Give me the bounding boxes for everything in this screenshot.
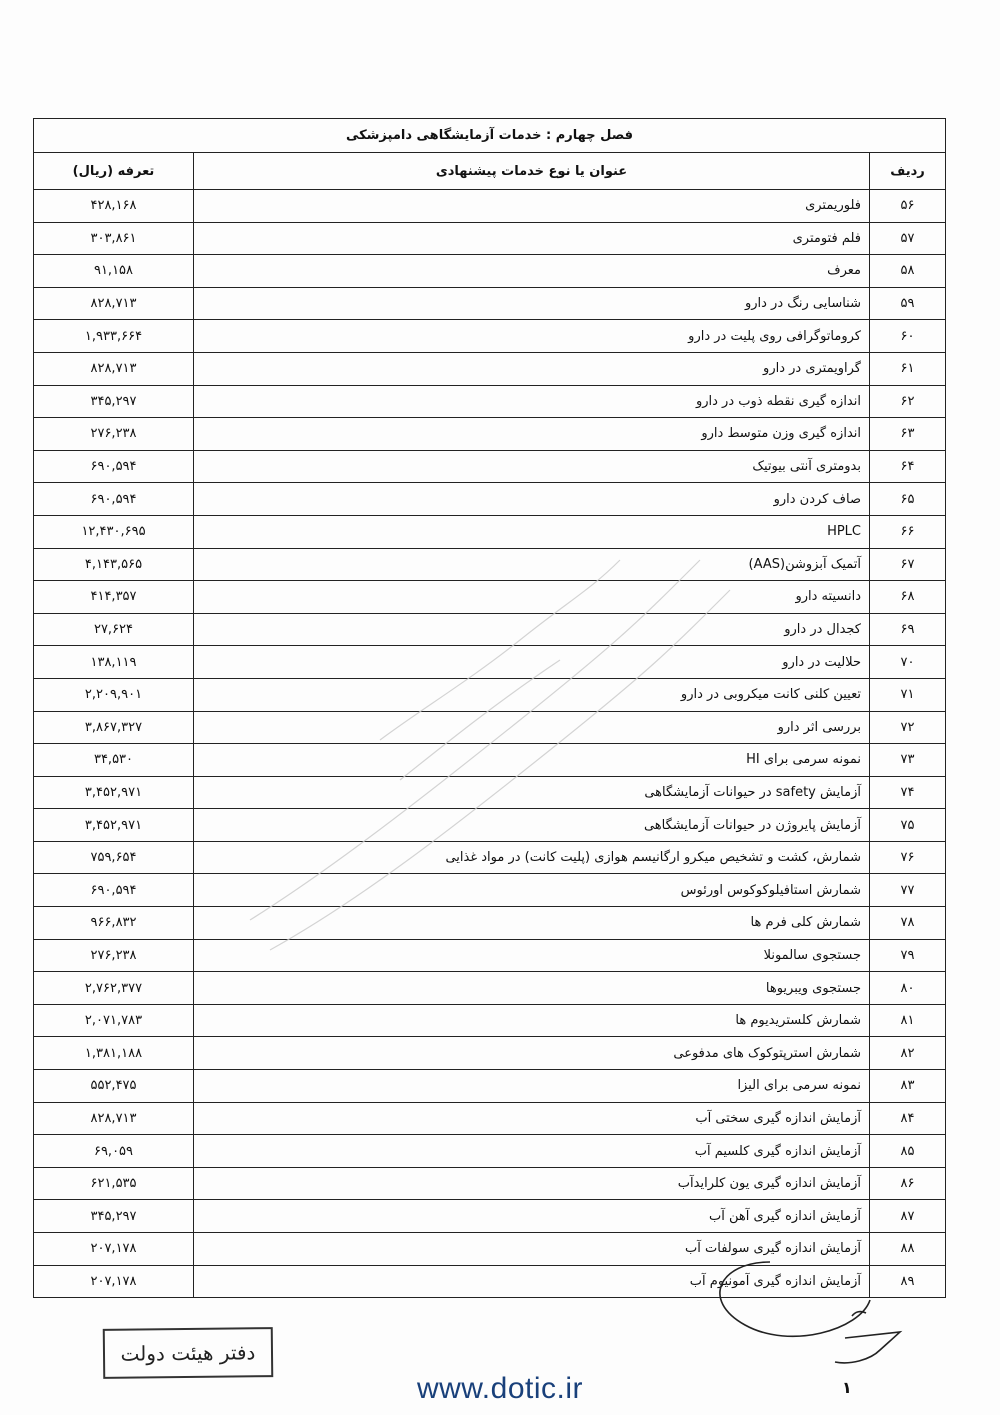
service-title: شمارش کلی فرم ها xyxy=(194,907,870,940)
row-number: ۸۸ xyxy=(870,1233,946,1266)
service-title: آزمایش اندازه گیری آمونیوم آب xyxy=(194,1265,870,1298)
service-title: آزمایش اندازه گیری سختی آب xyxy=(194,1102,870,1135)
table-row xyxy=(34,222,946,255)
service-fee: ۲,۰۷۱,۷۸۳ xyxy=(34,1004,194,1037)
table-row xyxy=(34,1200,946,1233)
row-number: ۷۲ xyxy=(870,711,946,744)
service-fee: ۱,۹۳۳,۶۶۴ xyxy=(34,320,194,353)
row-number: ۶۵ xyxy=(870,483,946,516)
service-fee: ۶۹۰,۵۹۴ xyxy=(34,874,194,907)
header-row-no: ردیف xyxy=(870,153,946,190)
service-fee: ۶۹۰,۵۹۴ xyxy=(34,450,194,483)
service-fee: ۴۲۸,۱۶۸ xyxy=(34,190,194,223)
row-number: ۵۸ xyxy=(870,255,946,288)
row-number: ۷۹ xyxy=(870,939,946,972)
table-row xyxy=(34,515,946,548)
row-number: ۶۱ xyxy=(870,352,946,385)
service-fee: ۳۴,۵۳۰ xyxy=(34,744,194,777)
table-row xyxy=(34,1167,946,1200)
row-number: ۷۰ xyxy=(870,646,946,679)
service-title: حلالیت در دارو xyxy=(194,646,870,679)
table-body xyxy=(34,190,946,1298)
service-title: فلم فتومتری xyxy=(194,222,870,255)
header-service: عنوان یا نوع خدمات پیشنهادی xyxy=(194,153,870,190)
service-title: شمارش استافیلوکوکوس اورئوس xyxy=(194,874,870,907)
service-fee: ۹۱,۱۵۸ xyxy=(34,255,194,288)
service-fee: ۲۷۶,۲۳۸ xyxy=(34,418,194,451)
row-number: ۸۱ xyxy=(870,1004,946,1037)
service-title: کجدال در دارو xyxy=(194,613,870,646)
service-fee: ۶۹,۰۵۹ xyxy=(34,1135,194,1168)
row-number: ۸۰ xyxy=(870,972,946,1005)
service-title: آزمایش اندازه گیری آهن آب xyxy=(194,1200,870,1233)
service-fee: ۲۷,۶۲۴ xyxy=(34,613,194,646)
service-fee: ۸۲۸,۷۱۳ xyxy=(34,287,194,320)
service-fee: ۶۹۰,۵۹۴ xyxy=(34,483,194,516)
table-row xyxy=(34,287,946,320)
service-title: شمارش کلستریدیوم ها xyxy=(194,1004,870,1037)
service-fee: ۲۰۷,۱۷۸ xyxy=(34,1233,194,1266)
table-row xyxy=(34,711,946,744)
service-title: HPLC xyxy=(194,515,870,548)
table-header-row xyxy=(34,153,946,190)
service-fee: ۳,۴۵۲,۹۷۱ xyxy=(34,776,194,809)
table-row xyxy=(34,1037,946,1070)
table-row xyxy=(34,352,946,385)
table-row xyxy=(34,613,946,646)
service-title: تعیین کلنی کانت میکروبی در دارو xyxy=(194,678,870,711)
table-row xyxy=(34,450,946,483)
service-title: بررسی اثر دارو xyxy=(194,711,870,744)
row-number: ۶۷ xyxy=(870,548,946,581)
table-row xyxy=(34,418,946,451)
table-row xyxy=(34,190,946,223)
footer-url-link[interactable]: www.dotic.ir xyxy=(416,1372,584,1405)
service-title: آزمایش اندازه گیری سولفات آب xyxy=(194,1233,870,1266)
row-number: ۷۶ xyxy=(870,841,946,874)
row-number: ۶۴ xyxy=(870,450,946,483)
row-number: ۵۷ xyxy=(870,222,946,255)
service-title: فلوریمتری xyxy=(194,190,870,223)
service-title: آزمایش safety در حیوانات آزمایشگاهی xyxy=(194,776,870,809)
table-row xyxy=(34,1070,946,1103)
service-fee: ۷۵۹,۶۵۴ xyxy=(34,841,194,874)
table-row xyxy=(34,907,946,940)
service-title: صاف کردن دارو xyxy=(194,483,870,516)
table-row xyxy=(34,581,946,614)
page-number: ۱ xyxy=(842,1378,852,1397)
service-title: جستجوی ویبریوها xyxy=(194,972,870,1005)
row-number: ۸۵ xyxy=(870,1135,946,1168)
service-title: معرف xyxy=(194,255,870,288)
service-fee: ۹۶۶,۸۳۲ xyxy=(34,907,194,940)
table-row xyxy=(34,776,946,809)
table-row xyxy=(34,548,946,581)
service-fee: ۴,۱۴۳,۵۶۵ xyxy=(34,548,194,581)
service-fee: ۳,۸۶۷,۳۲۷ xyxy=(34,711,194,744)
service-fee: ۶۲۱,۵۳۵ xyxy=(34,1167,194,1200)
service-title: آزمایش اندازه گیری کلسیم آب xyxy=(194,1135,870,1168)
table-row xyxy=(34,1004,946,1037)
service-title: آتمیک آبزوشن(AAS) xyxy=(194,548,870,581)
service-fee: ۲۰۷,۱۷۸ xyxy=(34,1265,194,1298)
row-number: ۸۷ xyxy=(870,1200,946,1233)
table-row xyxy=(34,320,946,353)
table-row xyxy=(34,385,946,418)
table-title: فصل چهارم : خدمات آزمایشگاهی دامپزشکی xyxy=(34,119,946,153)
table-row xyxy=(34,483,946,516)
row-number: ۷۷ xyxy=(870,874,946,907)
table-row xyxy=(34,646,946,679)
table-row xyxy=(34,874,946,907)
service-fee: ۲,۷۶۲,۳۷۷ xyxy=(34,972,194,1005)
tariff-table xyxy=(33,118,946,1298)
header-fee: تعرفه (ریال) xyxy=(34,153,194,190)
service-title: نمونه سرمی برای الیزا xyxy=(194,1070,870,1103)
row-number: ۶۰ xyxy=(870,320,946,353)
stamp-text: دفتر هیئت دولت xyxy=(120,1340,256,1366)
row-number: ۶۹ xyxy=(870,613,946,646)
service-fee: ۱,۳۸۱,۱۸۸ xyxy=(34,1037,194,1070)
service-fee: ۱۲,۴۳۰,۶۹۵ xyxy=(34,515,194,548)
service-title: آزمایش اندازه گیری یون کلرایدآب xyxy=(194,1167,870,1200)
table-row xyxy=(34,255,946,288)
service-title: اندازه گیری وزن متوسط دارو xyxy=(194,418,870,451)
service-title: بدومتری آنتی بیوتیک xyxy=(194,450,870,483)
service-title: گراویمتری در دارو xyxy=(194,352,870,385)
table-row xyxy=(34,841,946,874)
service-fee: ۲,۲۰۹,۹۰۱ xyxy=(34,678,194,711)
table-row xyxy=(34,1233,946,1266)
service-title: کروماتوگرافی روی پلیت در دارو xyxy=(194,320,870,353)
table-row xyxy=(34,809,946,842)
row-number: ۷۸ xyxy=(870,907,946,940)
table-row xyxy=(34,1265,946,1298)
row-number: ۶۳ xyxy=(870,418,946,451)
row-number: ۸۴ xyxy=(870,1102,946,1135)
row-number: ۸۶ xyxy=(870,1167,946,1200)
service-fee: ۴۱۴,۳۵۷ xyxy=(34,581,194,614)
row-number: ۷۴ xyxy=(870,776,946,809)
row-number: ۵۶ xyxy=(870,190,946,223)
row-number: ۶۲ xyxy=(870,385,946,418)
row-number: ۷۵ xyxy=(870,809,946,842)
service-fee: ۵۵۲,۴۷۵ xyxy=(34,1070,194,1103)
service-fee: ۳۴۵,۲۹۷ xyxy=(34,1200,194,1233)
service-fee: ۸۲۸,۷۱۳ xyxy=(34,1102,194,1135)
row-number: ۵۹ xyxy=(870,287,946,320)
service-fee: ۲۷۶,۲۳۸ xyxy=(34,939,194,972)
service-title: شناسایی رنگ در دارو xyxy=(194,287,870,320)
table-row xyxy=(34,939,946,972)
row-number: ۸۹ xyxy=(870,1265,946,1298)
service-title: جستجوی سالمونلا xyxy=(194,939,870,972)
service-title: نمونه سرمی برای HI xyxy=(194,744,870,777)
service-fee: ۳۰۳,۸۶۱ xyxy=(34,222,194,255)
row-number: ۷۱ xyxy=(870,678,946,711)
table-row xyxy=(34,972,946,1005)
row-number: ۶۸ xyxy=(870,581,946,614)
row-number: ۷۳ xyxy=(870,744,946,777)
table-row xyxy=(34,678,946,711)
row-number: ۸۲ xyxy=(870,1037,946,1070)
service-title: دانسیته دارو xyxy=(194,581,870,614)
service-fee: ۳۴۵,۲۹۷ xyxy=(34,385,194,418)
service-fee: ۳,۴۵۲,۹۷۱ xyxy=(34,809,194,842)
service-fee: ۸۲۸,۷۱۳ xyxy=(34,352,194,385)
service-title: اندازه گیری نقطه ذوب در دارو xyxy=(194,385,870,418)
row-number: ۶۶ xyxy=(870,515,946,548)
service-title: شمارش، کشت و تشخیص میکرو ارگانیسم هوازی (پلیت کانت) در مواد غذایی xyxy=(194,841,870,874)
service-fee: ۱۳۸,۱۱۹ xyxy=(34,646,194,679)
table-row xyxy=(34,1135,946,1168)
table-row xyxy=(34,1102,946,1135)
service-title: آزمایش پایروژن در حیوانات آزمایشگاهی xyxy=(194,809,870,842)
service-title: شمارش استرپتوکوک های مدفوعی xyxy=(194,1037,870,1070)
row-number: ۸۳ xyxy=(870,1070,946,1103)
table-row xyxy=(34,744,946,777)
table-title-row xyxy=(34,119,946,153)
